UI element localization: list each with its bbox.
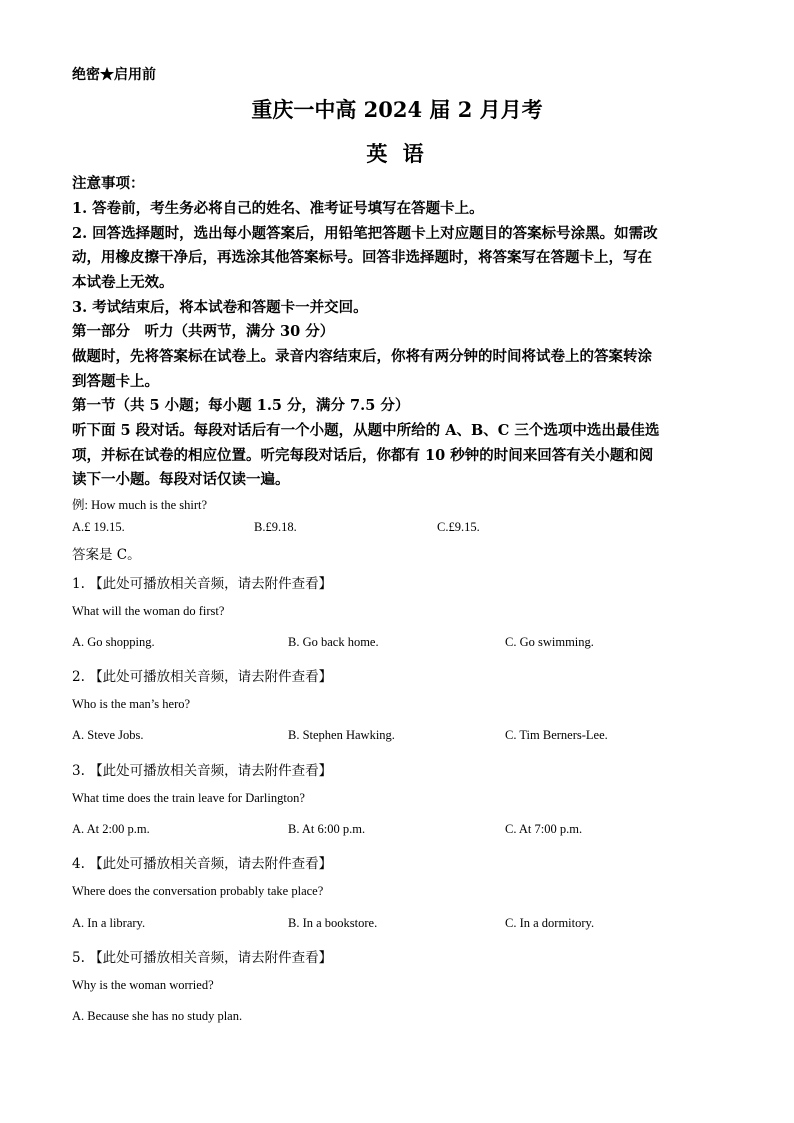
notice-item-3: 3. 考试结束后，将本试卷和答题卡一并交回。 [72, 299, 368, 316]
part1-heading: 第一部分 听力（共两节，满分 30 分） [72, 323, 335, 340]
question-label: 4. 【此处可播放相关音频，请去附件查看】 [72, 856, 333, 872]
part1-instruction-line-2: 到答题卡上。 [72, 373, 159, 390]
option-c: C. In a dormitory. [505, 916, 595, 930]
section1-instruction-line-1: 听下面 5 段对话。每段对话后有一个小题，从题中所给的 A、B、C 三个选项中选出最佳选 [72, 422, 660, 439]
question-text: Why is the woman worried? [72, 978, 214, 992]
option-c: C. At 7:00 p.m. [505, 822, 583, 836]
question-text: What time does the train leave for Darlington? [72, 791, 305, 805]
option-a: A. Steve Jobs. [72, 728, 144, 742]
question-text: Who is the man’s hero? [72, 697, 191, 711]
question-label: 5. 【此处可播放相关音频，请去附件查看】 [72, 950, 333, 966]
option-a: A. At 2:00 p.m. [72, 822, 150, 836]
option-a: A. Because she has no study plan. [72, 1009, 243, 1023]
question-label: 2. 【此处可播放相关音频，请去附件查看】 [72, 669, 333, 685]
question-label: 3. 【此处可播放相关音频，请去附件查看】 [72, 763, 333, 779]
option-b: B. At 6:00 p.m. [288, 822, 366, 836]
option-b: B. In a bookstore. [288, 916, 378, 930]
notice-item-2-line-1: 2. 回答选择题时，选出每小题答案后，用铅笔把答题卡上对应题目的答案标号涂黑。如需改 [72, 225, 658, 242]
option-b: B. Stephen Hawking. [288, 728, 395, 742]
option-c: C. Tim Berners-Lee. [505, 728, 608, 742]
question-label: 1. 【此处可播放相关音频，请去附件查看】 [72, 576, 333, 592]
notice-item-1: 1. 答卷前，考生务必将自己的姓名、准考证号填写在答题卡上。 [72, 200, 484, 217]
question-text: Where does the conversation probably take place? [72, 884, 324, 898]
confidential-label: 绝密★启用前 [72, 67, 156, 83]
option-b: B. Go back home. [288, 635, 379, 649]
option-a: A. Go shopping. [72, 635, 155, 649]
notice-item-2-line-3: 本试卷上无效。 [72, 274, 174, 291]
example-option-c: C.£9.15. [437, 520, 480, 534]
notice-item-2-line-2: 动，用橡皮擦干净后，再选涂其他答案标号。回答非选择题时，将答案写在答题卡上，写在 [72, 249, 652, 266]
section1-instruction-line-2: 项，并标在试卷的相应位置。听完每段对话后，你都有 10 秒钟的时间来回答有关小题和阅 [72, 447, 654, 464]
option-c: C. Go swimming. [505, 635, 594, 649]
section1-instruction-line-3: 读下一小题。每段对话仅读一遍。 [72, 471, 290, 488]
section1-heading: 第一节（共 5 小题；每小题 1.5 分，满分 7.5 分） [72, 397, 410, 414]
notice-heading: 注意事项： [72, 175, 145, 192]
question-text: What will the woman do first? [72, 604, 225, 618]
example-option-a: A.£ 19.15. [72, 520, 125, 534]
example-option-b: B.£9.18. [254, 520, 297, 534]
option-a: A. In a library. [72, 916, 146, 930]
example-answer: 答案是 C。 [72, 547, 141, 563]
part1-instruction-line-1: 做题时，先将答案标在试卷上。录音内容结束后，你将有两分钟的时间将试卷上的答案转涂 [72, 348, 652, 365]
exam-title: 重庆一中高 2024 届 2 月月考 [251, 97, 543, 122]
example-question: 例: How much is the shirt? [72, 498, 208, 512]
subject-title: 英 语 [366, 141, 428, 166]
